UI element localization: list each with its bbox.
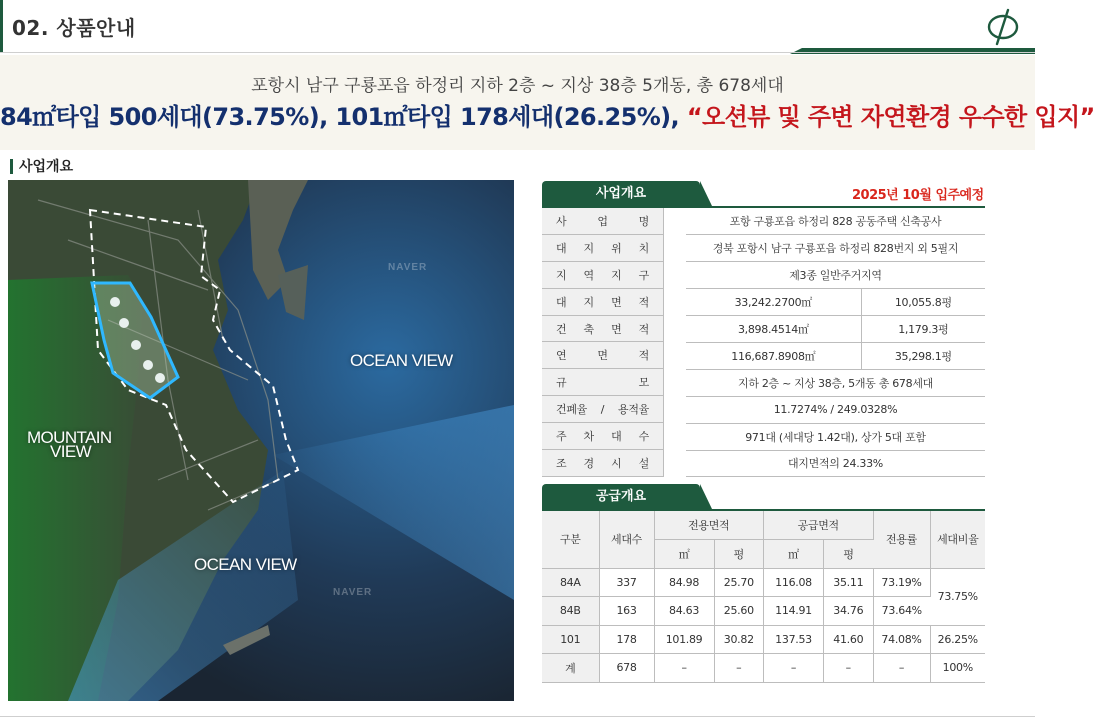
row-label xyxy=(542,316,664,343)
cell-ex-sqm: 84.98 xyxy=(654,568,714,597)
cell-type: 84A xyxy=(542,568,599,597)
header-rule-accent xyxy=(790,48,1035,54)
row-label-part: 경 xyxy=(583,456,594,470)
row-label-part: 위 xyxy=(611,241,622,255)
row-label-part: 사 xyxy=(556,214,567,228)
row-value: 대지면적의 24.33% xyxy=(686,450,985,477)
row-value-pyeong: 35,298.1평 xyxy=(861,342,985,369)
row-label-part: 지 xyxy=(556,268,567,282)
row-label-part: 적 xyxy=(638,322,649,336)
row-label-part: 용적율 xyxy=(618,403,649,417)
col-units: 세대수 xyxy=(599,510,654,568)
cell-type: 101 xyxy=(542,625,599,654)
row-label-part: 규 xyxy=(556,376,567,390)
table-row xyxy=(542,568,985,597)
cell-ex-sqm: 84.63 xyxy=(654,597,714,626)
table-row xyxy=(542,423,985,450)
row-label-part: / xyxy=(600,402,605,416)
table-row xyxy=(542,450,985,477)
col-ex-sqm: ㎡ xyxy=(654,539,714,568)
row-label-part: 건폐율 xyxy=(556,403,587,417)
cell-share: 100% xyxy=(930,654,985,683)
row-label xyxy=(542,262,664,289)
col-sp-pyeong: 평 xyxy=(824,539,873,568)
row-label-part: 치 xyxy=(638,241,649,255)
section-title: 사업개요 xyxy=(19,159,74,175)
col-ex-pyeong: 평 xyxy=(714,539,763,568)
table-row xyxy=(542,316,985,343)
col-sp-sqm: ㎡ xyxy=(763,539,823,568)
table-row xyxy=(542,369,985,396)
cell-units: 678 xyxy=(599,654,654,683)
col-supply: 공급면적 xyxy=(763,510,873,539)
row-label-part: 지 xyxy=(611,268,622,282)
row-label-part: 수 xyxy=(638,430,649,444)
col-ratio: 전용률 xyxy=(873,510,930,568)
row-label-part: 대 xyxy=(556,241,567,255)
col-share: 세대비율 xyxy=(930,510,985,568)
cell-ratio: 73.64% xyxy=(873,597,930,626)
header-accent-bar xyxy=(0,0,3,52)
cell-ex-pyeong: – xyxy=(714,654,763,683)
row-label-part: 구 xyxy=(638,268,649,282)
cell-ratio: – xyxy=(873,654,930,683)
supply-table xyxy=(542,509,985,683)
row-label xyxy=(542,235,664,262)
row-label-part: 지 xyxy=(583,295,594,309)
cell-ratio: 73.19% xyxy=(873,568,930,597)
table-row xyxy=(542,262,985,289)
table-row xyxy=(542,207,985,235)
table-row xyxy=(542,289,985,316)
cell-sp-sqm: 137.53 xyxy=(763,625,823,654)
table-row xyxy=(542,342,985,369)
row-value: 지하 2층 ~ 지상 38층, 5개동 총 678세대 xyxy=(686,369,985,396)
headline-red-text: “오션뷰 및 주변 자연환경 우수한 입지” xyxy=(686,103,1095,131)
cell-sp-sqm: 116.08 xyxy=(763,568,823,597)
row-label-part: 축 xyxy=(583,322,594,336)
row-label-part: 대 xyxy=(556,295,567,309)
row-label-part: 대 xyxy=(611,430,622,444)
section-heading xyxy=(10,156,73,176)
cell-sp-pyeong: 35.11 xyxy=(824,568,873,597)
row-label xyxy=(542,342,664,369)
row-value: 11.7274% / 249.0328% xyxy=(686,396,985,423)
table-row xyxy=(542,235,985,262)
row-value-sqm: 3,898.4514㎡ xyxy=(686,316,861,343)
col-exclusive: 전용면적 xyxy=(654,510,763,539)
row-value: 제3종 일반주거지역 xyxy=(686,262,985,289)
map-watermark: NAVER xyxy=(388,262,428,273)
headline-blue-text: 84㎡타입 500세대(73.75%), 101㎡타입 178세대(26.25%), xyxy=(0,103,687,131)
row-label xyxy=(542,423,664,450)
mountain-view-label: MOUNTAIN xyxy=(27,428,112,447)
row-label-part: 역 xyxy=(583,268,594,282)
cell-ex-pyeong: 30.82 xyxy=(714,625,763,654)
banner-subtitle: 포항시 남구 구룡포읍 하정리 지하 2층 ~ 지상 38층 5개동, 총 678세대 xyxy=(251,76,784,96)
row-value: 포항 구룡포읍 하정리 828 공동주택 신축공사 xyxy=(686,207,985,235)
cell-ex-sqm: – xyxy=(654,654,714,683)
row-label xyxy=(542,208,664,235)
cell-ex-sqm: 101.89 xyxy=(654,625,714,654)
row-value: 971대 (세대당 1.42대), 상가 5대 포함 xyxy=(686,423,985,450)
cell-sp-pyeong: 34.76 xyxy=(824,597,873,626)
brand-logo-icon xyxy=(983,6,1023,46)
header-rule xyxy=(0,52,1035,53)
row-value-pyeong: 10,055.8평 xyxy=(861,289,985,316)
row-label-part: 시 xyxy=(611,456,622,470)
row-label-part: 적 xyxy=(638,349,649,363)
table-row xyxy=(542,396,985,423)
cell-type: 계 xyxy=(542,654,599,683)
table-row xyxy=(542,625,985,654)
cell-ex-pyeong: 25.70 xyxy=(714,568,763,597)
row-label-part: 건 xyxy=(556,322,567,336)
cell-sp-pyeong: 41.60 xyxy=(824,625,873,654)
table-row xyxy=(542,597,985,626)
footer-rule xyxy=(0,716,1035,717)
row-label-part: 지 xyxy=(583,241,594,255)
supply-tab: 공급개요 xyxy=(542,484,700,509)
site-map xyxy=(8,180,514,701)
row-label-part: 설 xyxy=(638,456,649,470)
cell-units: 163 xyxy=(599,597,654,626)
mountain-view-label: VIEW xyxy=(50,442,92,461)
row-label-part: 면 xyxy=(611,322,622,336)
move-in-date: 2025년 10월 입주예정 xyxy=(852,188,984,203)
banner-headline xyxy=(0,97,1095,132)
ocean-view-label: OCEAN VIEW xyxy=(194,555,297,574)
row-label-part: 주 xyxy=(556,430,567,444)
cell-ex-pyeong: 25.60 xyxy=(714,597,763,626)
cell-sp-sqm: 114.91 xyxy=(763,597,823,626)
cell-sp-pyeong: – xyxy=(824,654,873,683)
map-watermark: NAVER xyxy=(333,587,373,598)
row-label xyxy=(542,450,664,477)
row-label-part: 업 xyxy=(597,214,608,228)
row-value-sqm: 33,242.2700㎡ xyxy=(686,289,861,316)
cell-share: 26.25% xyxy=(930,625,985,654)
section-bar xyxy=(10,159,13,174)
row-label xyxy=(542,289,664,316)
overview-table xyxy=(542,206,985,477)
headline-banner xyxy=(0,55,1095,150)
row-label-part: 명 xyxy=(638,214,649,228)
page-header xyxy=(0,0,1035,52)
page-title: 02. 상품안내 xyxy=(12,16,136,40)
row-label xyxy=(542,369,664,396)
row-value: 경북 포항시 남구 구룡포읍 하정리 828번지 외 5필지 xyxy=(686,235,985,262)
ocean-view-label: OCEAN VIEW xyxy=(350,351,453,370)
row-label-part: 면 xyxy=(597,349,608,363)
row-value-pyeong: 1,179.3평 xyxy=(861,316,985,343)
cell-units: 337 xyxy=(599,568,654,597)
cell-type: 84B xyxy=(542,597,599,626)
row-label-part: 모 xyxy=(638,376,649,390)
col-type: 구분 xyxy=(542,510,599,568)
cell-sp-sqm: – xyxy=(763,654,823,683)
row-value-sqm: 116,687.8908㎡ xyxy=(686,342,861,369)
cell-share: 73.75% xyxy=(930,568,985,625)
row-label-part: 조 xyxy=(556,456,567,470)
cell-units: 178 xyxy=(599,625,654,654)
row-label xyxy=(542,396,664,423)
row-label-part: 차 xyxy=(583,430,594,444)
table-row xyxy=(542,654,985,683)
row-label-part: 면 xyxy=(611,295,622,309)
overview-tab: 사업개요 xyxy=(542,181,700,206)
cell-ratio: 74.08% xyxy=(873,625,930,654)
row-label-part: 연 xyxy=(556,349,567,363)
row-label-part: 적 xyxy=(638,295,649,309)
